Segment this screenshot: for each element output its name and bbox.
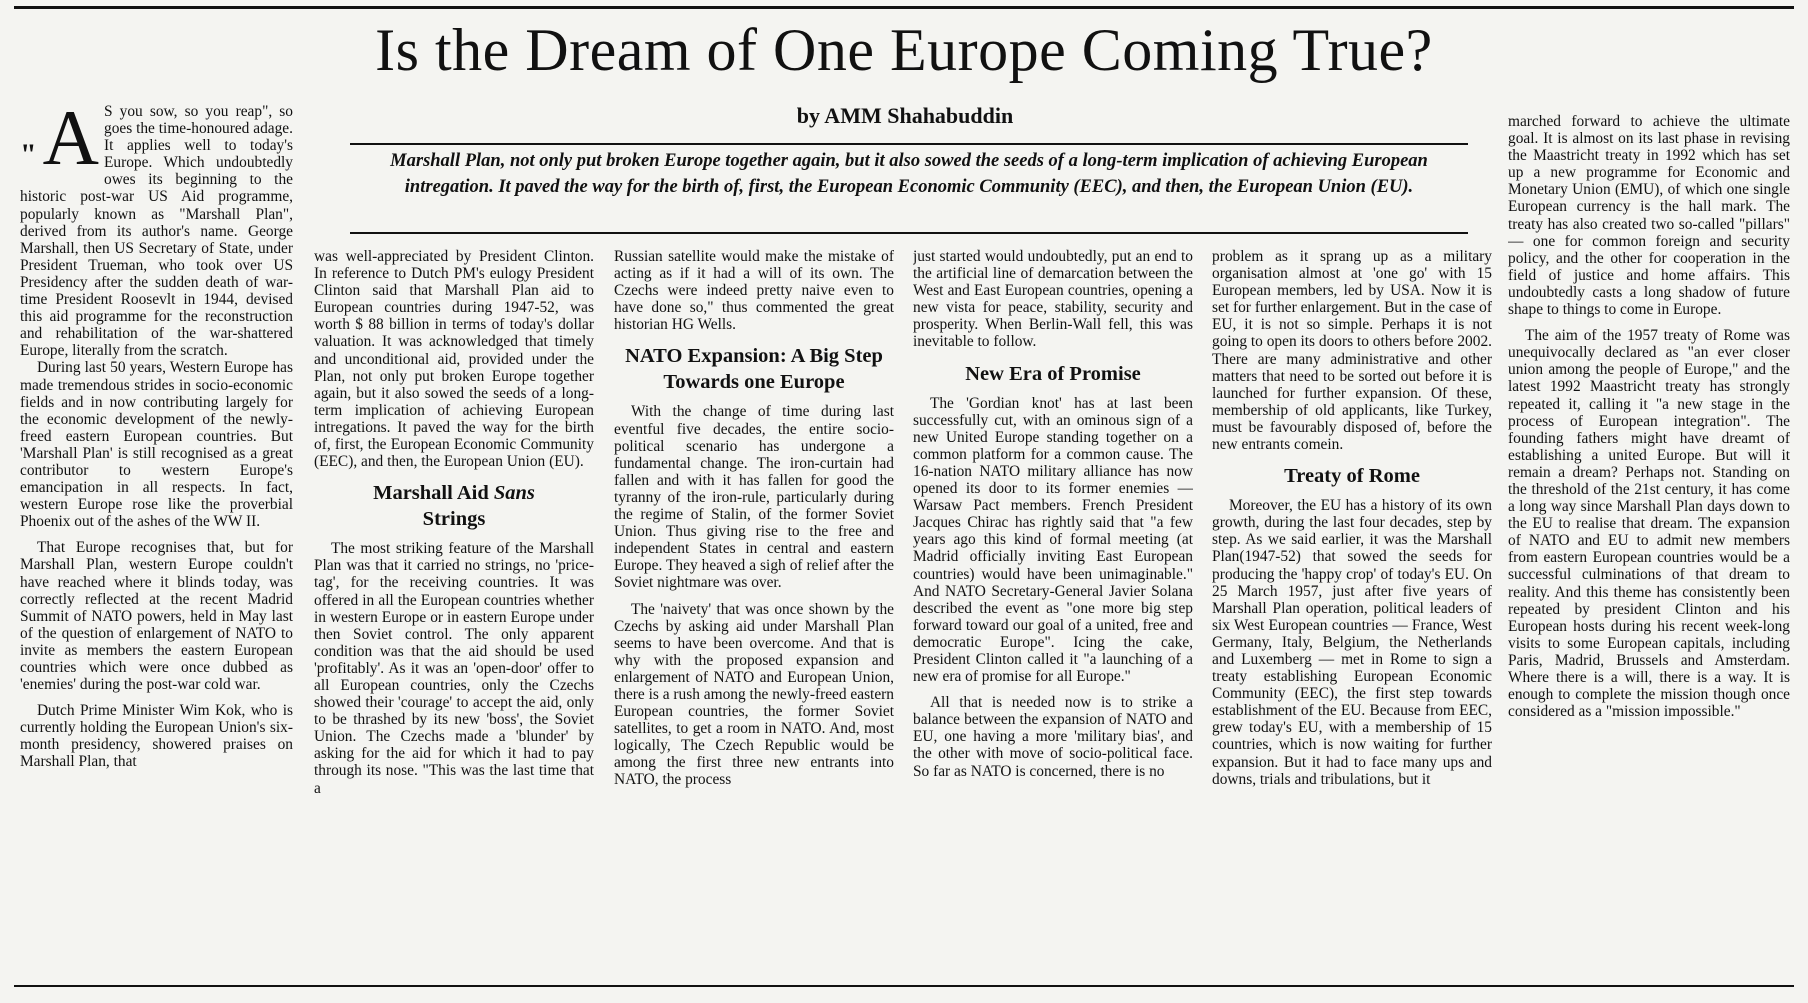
column-2 xyxy=(314,248,594,983)
deck-summary: Marshall Plan, not only put broken Europe together again, but it also sowed the seeds of a long-term implication of achieving European intregation. It paved the way for the birth of, first, the European Economic Community (EEC), and then, the European Union (EU). xyxy=(390,151,1428,197)
paragraph: just started would undoubtedly, put an end to the artificial line of demarcation between the West and East European countries, opening a new vista for peace, stability, security and prosperity. When Berlin-Wall fell, this was inevitable to follow. xyxy=(913,248,1193,351)
opening-paragraph xyxy=(20,103,293,359)
paragraph: With the change of time during last eventful five decades, the entire socio-political scenario has undergone a fundamental change. The iron-curtain had fallen and with it has fallen for good the tyranny of the iron-rule, particularly during the regime of Stalin, of the former Soviet Union. Thus giving rise to the free and independent States in central and eastern Europe. They heaved a sigh of relief after the Soviet nightmare was over. xyxy=(614,403,894,592)
subhead-text: Strings xyxy=(422,508,486,531)
paragraph: Russian satellite would make the mistake of acting as if it had a will of its own. The Czechs were indeed pretty naive even to have done so," thus commented the great historian HG Wells. xyxy=(614,248,894,334)
paragraph: marched forward to achieve the ultimate goal. It is almost on its last phase in revising the Maastricht treaty in 1992 which has set up a new programme for Economic and Monetary Union (EMU), of which one single European currency is the hall mark. The treaty has also created two so-called "pillars" — one for common foreign and security policy, and the other for cooperation in the field of justice and home affairs. This undoubtedly casts a long shadow of future shape to things to come in Europe. xyxy=(1508,113,1790,319)
column-5 xyxy=(1212,248,1492,983)
deck-rule-top xyxy=(350,143,1468,145)
opening-quote-mark: " xyxy=(20,138,37,171)
subhead-nato-expansion: NATO Expansion: A Big Step Towards one Europe xyxy=(625,345,883,394)
paragraph: The 'Gordian knot' has at last been successfully cut, with an ominous sign of a new United Europe standing together on a common platform for a common cause. The 16-nation NATO military alliance has now opened its door to its former enemies — Warsaw Pact members. French President Jacques Chirac has rightly said that "a few years ago this kind of formal meeting (at Madrid officially inviting East European countries) would have been unimaginable." And NATO Secretary-General Javier Solana described the event as "one more big step forward toward our goal of a united, free and democratic Europe". Icing the cake, President Clinton called it "a launching of a new era of promise for all Europe." xyxy=(913,394,1193,686)
deck-rule-bottom xyxy=(350,232,1468,234)
subhead-marshall-aid xyxy=(314,480,594,532)
subhead-text: Marshall Aid xyxy=(373,482,489,505)
bottom-rule xyxy=(14,985,1794,987)
drop-cap xyxy=(20,103,99,186)
column-3 xyxy=(614,248,894,983)
paragraph: problem as it sprang up as a military organisation almost at 'one go' with 15 European members, led by USA. Now it is set for further enlargement. But in the case of EU, it is not so simple. Perhaps it is not going to open its doors to others before 2002. There are many administrative and other matters that need to be sorted out before it is launched for further expansion. Of these, membership of old applicants, like Turkey, must be favourably disposed of, before the new entrants comein. xyxy=(1212,248,1492,454)
paragraph: The most striking feature of the Marshall Plan was that it carried no strings, no 'price-tag', for the receiving countries. It was offered in all the European countries whether in western Europe or in eastern Europe under then Soviet control. The only apparent condition was that the aid should be used 'profitably'. As it was an 'open-door' offer to all European countries, only the Czechs showed their 'courage' to accept the aid, only to be thrashed by its new 'boss', the Soviet Union. The Czechs made a 'blunder' by asking for the aid for which it had to pay through its nose. "This was the last time that a xyxy=(314,540,594,797)
paragraph: That Europe recognises that, but for Marshall Plan, western Europe couldn't have reached where it blinds today, was correctly reflected at the recent Madrid Summit of NATO powers, held in May last of the question of enlargement of NATO to invite as members the eastern European countries which were once dubbed as 'enemies' during the post-war cold war. xyxy=(20,539,293,694)
column-4 xyxy=(913,248,1193,983)
paragraph: The aim of the 1957 treaty of Rome was unequivocally declared as "an ever closer union among the people of Europe," and the latest 1992 Maastricht treaty has strongly repeated it, calling it "a new stage in the process of European integration". The founding fathers might have dreamt of establishing a united Europe. But will it remain a dream? Perhaps not. Standing on the threshold of the 21st century, it has come a long way since Marshall Plan days down to the EU to realise that dream. The expansion of NATO and EU to admit new members from eastern European countries would be a successful culminations of that dream to reality. And this theme has consistently been repeated by president Clinton and his European hosts during his recent week-long visits to some European capitals, including Paris, Madrid, Brussels and Amsterdam. Where there is a will, there is a way. It is enough to complete the mission though once considered as a "mission impossible." xyxy=(1508,327,1790,721)
byline: by AMM Shahabuddin xyxy=(796,103,1014,128)
subhead-italic-text: Sans xyxy=(493,482,535,505)
paragraph: During last 50 years, Western Europe has made tremendous strides in socio-economic fields and in now contributing largely for the economic development of the newly-freed eastern European countries. But 'Marshall Plan' is still recognised as a great contributor to western Europe's emancipation in all respects. In fact, western Europe rose like the proverbial Phoenix out of the ashes of the WW II. xyxy=(20,359,293,531)
paragraph: Dutch Prime Minister Wim Kok, who is currently holding the European Union's six-month presidency, showered praises on Marshall Plan, that xyxy=(20,702,293,771)
column-1 xyxy=(20,103,293,983)
paragraph: was well-appreciated by President Clinton. In reference to Dutch PM's eulogy President Clinton said that Marshall Plan aid to European countries during 1947-52, was worth $ 88 billion in terms of today's dollar valuation. It was acknowledged that timely and unconditional aid, provided under the Plan, not only put broken Europe together again, but it also sowed the seeds of a long-term implication of achieving European intregations. It paved the way for the birth of, first, the European Economic Community (EEC), and then, the European Union (EU). xyxy=(314,248,594,471)
subhead-new-era: New Era of Promise xyxy=(965,362,1141,385)
paragraph-text: S you sow, so you reap", so goes the time-honoured adage. It applies well to today's Europe. Which undoubtedly owes its beginning to the historic post-war US Aid programme, popularly known as "Marshall Plan", derived from its author's name. George Marshall, then US Secretary of State, under President Trueman, who took over US Presidency after the sudden death of war-time President Roosevlt in 1944, devised this aid programme for the reconstruction and rehabilitation of the war-shattered Europe, literally from the scratch. xyxy=(20,103,293,360)
subhead-treaty-of-rome: Treaty of Rome xyxy=(1284,465,1420,488)
column-6 xyxy=(1508,113,1790,983)
top-rule xyxy=(14,6,1794,9)
paragraph: All that is needed now is to strike a balance between the expansion of NATO and EU, one having a more 'military bias', and the other with move of socio-political face. So far as NATO is concerned, there is no xyxy=(913,694,1193,780)
paragraph: Moreover, the EU has a history of its own growth, during the last four decades, step by step. As we said earlier, it was the Marshall Plan(1947-52) that sowed the seeds for producing the 'happy crop' of today's EU. On 25 March 1957, just after five years of Marshall Plan operation, political leaders of six West European countries — France, West Germany, Italy, Belgium, the Netherlands and Luxemberg — met in Rome to sign a treaty establishing European Economic Community (EEC), the first step towards establishment of the EU. Because from EEC, grew today's EU, with a membership of 15 countries, which is now waiting for further expansion. But it had to face many ups and downs, trials and tribulations, but it xyxy=(1212,497,1492,788)
paragraph: The 'naivety' that was once shown by the Czechs by asking aid under Marshall Plan seems to have been overcome. And that is why with the proposed expansion and enlargement of NATO and European Union, there is a rush among the newly-freed eastern European countries, the former Soviet satellites, to get a room in NATO. And, most logically, The Czech Republic would be among the first three new entrants into NATO, the process xyxy=(614,600,894,789)
drop-cap-letter: A xyxy=(42,103,99,181)
headline: Is the Dream of One Europe Coming True? xyxy=(375,17,1433,83)
